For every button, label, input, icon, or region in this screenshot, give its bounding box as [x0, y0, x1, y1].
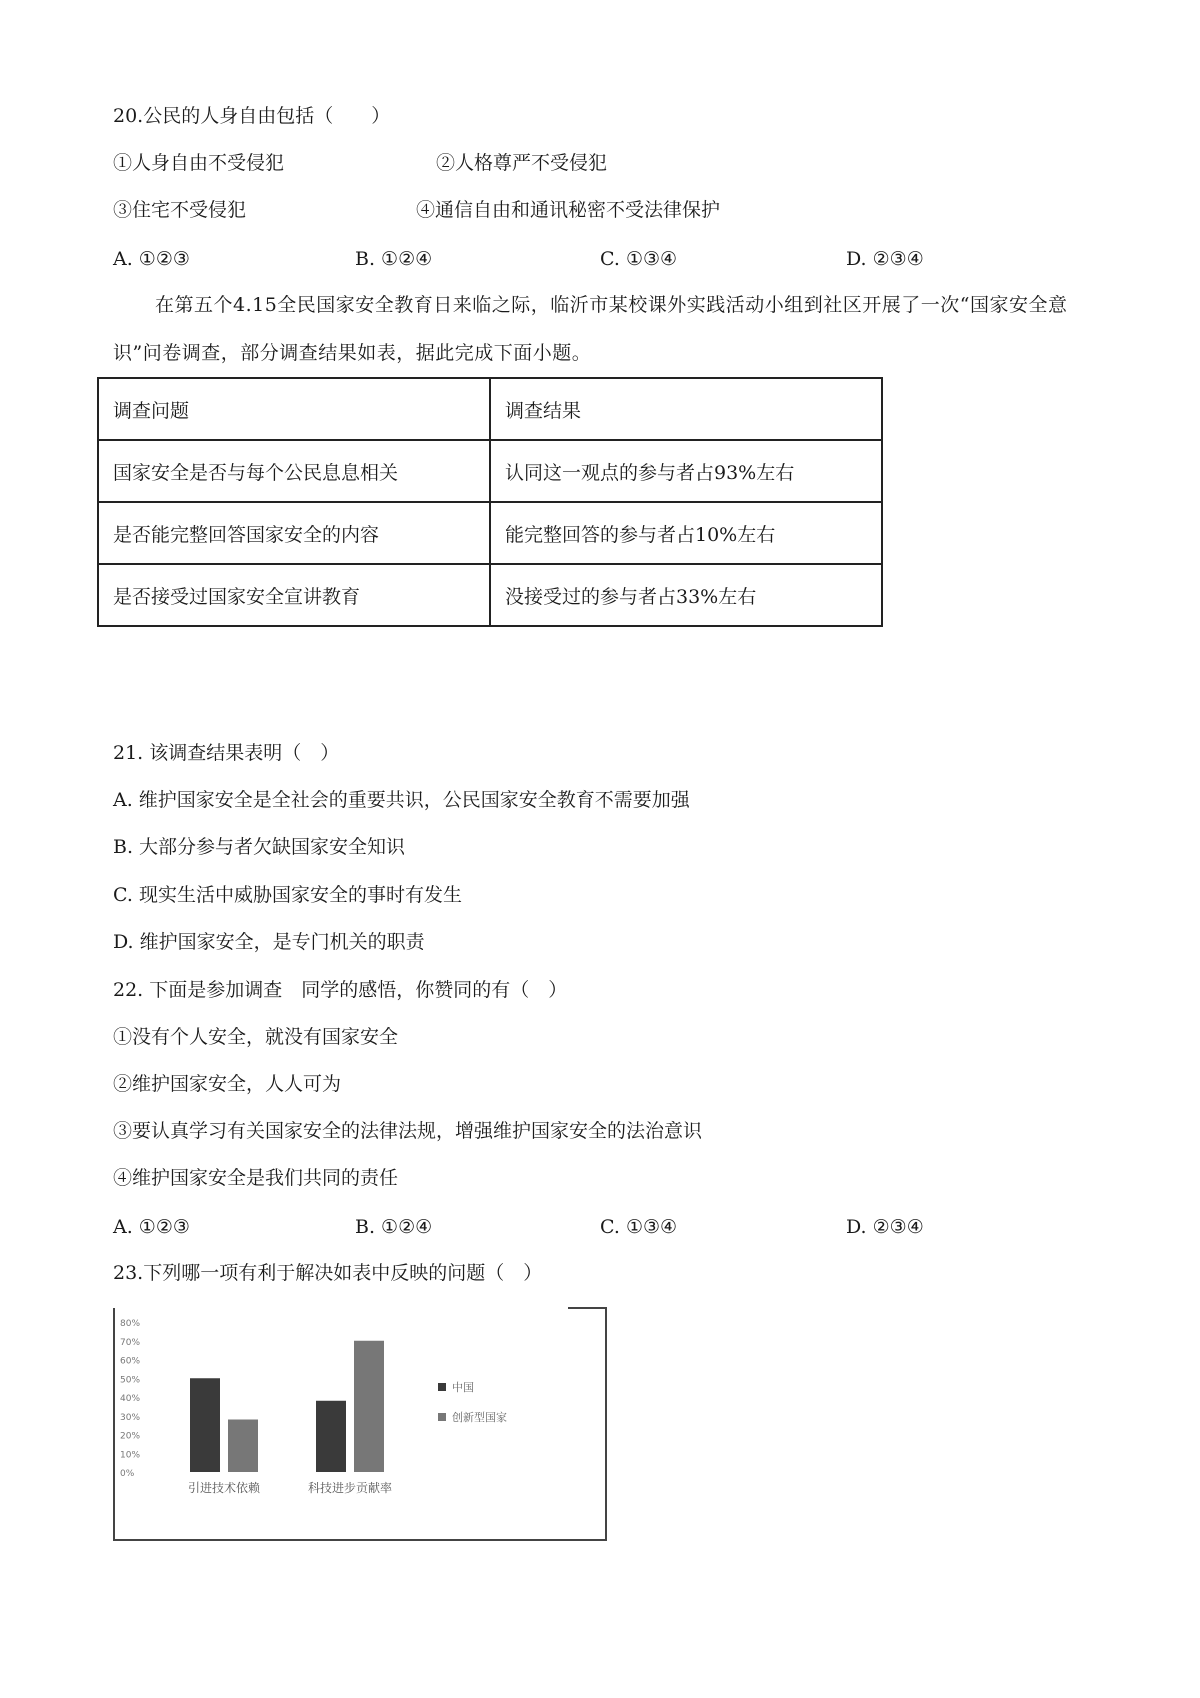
table-cell: 没接受过的参与者占33%左右	[490, 564, 882, 626]
q22-option-c: C. ①③④	[600, 1216, 678, 1238]
q22-item-4: ④维护国家安全是我们共同的责任	[113, 1167, 399, 1189]
legend-label: 创新型国家	[452, 1411, 507, 1424]
legend-label: 中国	[452, 1381, 474, 1394]
bar-chart	[108, 1300, 608, 1544]
table-row	[98, 440, 882, 502]
bar-1-1	[354, 1341, 384, 1472]
legend-swatch	[438, 1413, 446, 1421]
table-cell: 是否能完整回答国家安全的内容	[98, 502, 490, 564]
chart-legend	[438, 1380, 507, 1424]
q22-item-3: ③要认真学习有关国家安全的法律法规，增强维护国家安全的法治意识	[113, 1120, 703, 1142]
q20-option-a: A. ①②③	[113, 248, 190, 270]
q22-item-1: ①没有个人安全，就没有国家安全	[113, 1026, 399, 1048]
q22-option-d: D. ②③④	[846, 1216, 924, 1238]
q21-option-d: D. 维护国家安全，是专门机关的职责	[113, 931, 425, 953]
q21-stem: 21. 该调查结果表明（ ）	[113, 742, 340, 764]
y-tick-label: 0%	[120, 1469, 135, 1479]
q21-option-c: C. 现实生活中威胁国家安全的事时有发生	[113, 884, 462, 906]
q20-stem: 20.公民的人身自由包括（ ）	[113, 105, 391, 127]
q20-item-4: ④通信自由和通讯秘密不受法律保护	[416, 199, 721, 221]
q22-item-2: ②维护国家安全，人人可为	[113, 1073, 342, 1095]
q20-option-d: D. ②③④	[846, 248, 924, 270]
y-tick-label: 80%	[120, 1319, 141, 1329]
bar-1-0	[316, 1401, 346, 1472]
bar-0-0	[190, 1378, 220, 1472]
y-tick-label: 30%	[120, 1412, 141, 1423]
bar-0-1	[228, 1420, 258, 1473]
q20-item-1: ①人身自由不受侵犯	[113, 152, 285, 174]
q23-stem: 23.下列哪一项有利于解决如表中反映的问题（ ）	[113, 1262, 543, 1284]
table-cell: 是否接受过国家安全宣讲教育	[98, 564, 490, 626]
q20-option-c: C. ①③④	[600, 248, 678, 270]
q22-option-b: B. ①②④	[355, 1216, 433, 1238]
q20-item-2: ②人格尊严不受侵犯	[436, 152, 608, 174]
table-cell: 能完整回答的参与者占10%左右	[490, 502, 882, 564]
bar-chart-figure	[108, 1300, 608, 1544]
chart-bars	[190, 1341, 384, 1472]
y-axis-ticks	[120, 1319, 140, 1479]
table-header-row	[98, 378, 882, 440]
x-category-label: 引进技术依赖	[187, 1481, 261, 1495]
x-axis-labels	[188, 1480, 392, 1495]
q20-item-3: ③住宅不受侵犯	[113, 199, 247, 221]
y-tick-label: 20%	[120, 1431, 141, 1442]
survey-table	[97, 377, 883, 627]
q21-option-a: A. 维护国家安全是全社会的重要共识，公民国家安全教育不需要加强	[113, 789, 690, 811]
table-header-cell: 调查问题	[98, 378, 490, 440]
legend-swatch	[438, 1383, 446, 1391]
q20-option-b: B. ①②④	[355, 248, 433, 270]
x-category-label: 科技进步贡献率	[307, 1481, 393, 1495]
table-cell: 认同这一观点的参与者占93%左右	[490, 440, 882, 502]
y-tick-label: 70%	[120, 1337, 141, 1348]
y-tick-label: 60%	[120, 1356, 141, 1367]
survey-intro: 在第五个4.15全民国家安全教育日来临之际，临沂市某校课外实践活动小组到社区开展了一次“国家安全意识”问卷调查，部分调查结果如表，据此完成下面小题。	[113, 294, 1068, 364]
table-row	[98, 502, 882, 564]
q22-stem: 22. 下面是参加调查 同学的感悟，你赞同的有（ ）	[113, 979, 568, 1001]
q22-option-a: A. ①②③	[113, 1216, 190, 1238]
table-row	[98, 564, 882, 626]
y-tick-label: 50%	[120, 1375, 141, 1386]
table-header-cell: 调查结果	[490, 378, 882, 440]
table-cell: 国家安全是否与每个公民息息相关	[98, 440, 490, 502]
q21-option-b: B. 大部分参与者欠缺国家安全知识	[113, 836, 406, 858]
y-tick-label: 10%	[120, 1450, 141, 1461]
y-tick-label: 40%	[120, 1394, 141, 1404]
